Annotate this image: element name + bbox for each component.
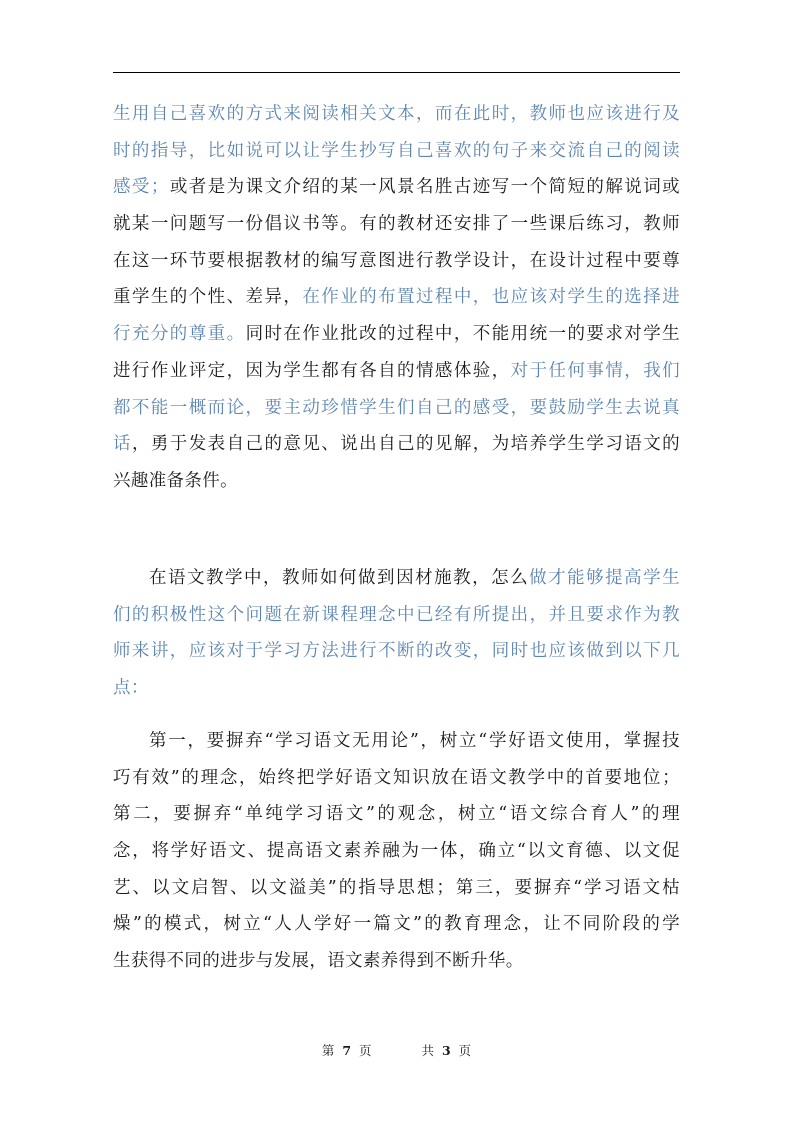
text-line xyxy=(113,943,680,980)
body-text: 或者是为课文介绍的某一风景名胜古迹写一个简短的解说词或 xyxy=(168,177,680,198)
highlighted-text: 生用自己喜欢的方式来阅读相关文本，而在此时，教师也应该进行及 xyxy=(113,104,680,124)
text-line xyxy=(113,206,680,243)
body-text: 燥”的模式，树立“人人学好一篇文”的教育理念，让不同阶段的学 xyxy=(113,914,680,935)
highlighted-text: 对于任何事情，我们 xyxy=(510,360,680,381)
body-text: 进行作业评定，因为学生都有各自的情感体验， xyxy=(113,360,511,381)
text-line xyxy=(113,560,680,597)
highlighted-text: 师来讲，应该对于学习方法进行不断的改变，同时也应该做到以下几 xyxy=(113,641,680,662)
highlighted-text: 们的积极性这个问题在新课程理念中已经有所提出，并且要求作为教 xyxy=(113,604,680,625)
text-line xyxy=(113,670,680,707)
highlighted-text: 都不能一概而论，要主动珍惜学生们自己的感受，要鼓励学生去说真 xyxy=(113,397,680,418)
body-text: 第二，要摒弃“单纯学习语文”的观念，树立“语文综合育人”的理 xyxy=(113,804,680,825)
highlighted-text: 做才能够提高学生 xyxy=(529,568,680,588)
text-line xyxy=(113,133,680,170)
body-text: 就某一问题写一份倡议书等。有的教材还安排了一些课后练习，教师 xyxy=(113,214,680,235)
footer-total-suffix: 页 xyxy=(458,1043,472,1058)
text-line xyxy=(113,96,680,133)
body-text: 艺、以文启智、以文溢美”的指导思想；第三，要摒弃“学习语文枯 xyxy=(113,877,680,898)
text-line xyxy=(113,169,680,206)
footer-page-prefix: 第 xyxy=(321,1043,335,1058)
highlighted-text: 行充分的尊重。 xyxy=(113,324,246,345)
highlighted-text: 在作业的布置过程中，也应该对学生的选择进 xyxy=(302,287,681,308)
highlighted-text: 时的指导，比如说可以让学生抄写自己喜欢的句子来交流自己的阅读 xyxy=(113,140,680,161)
body-text: 生获得不同的进步与发展，语文素养得到不断升华。 xyxy=(113,951,524,972)
text-line xyxy=(113,353,680,390)
body-text: ，勇于发表自己的意见、说出自己的见解，为培养学生学习语文的 xyxy=(131,434,680,455)
text-line xyxy=(113,390,680,427)
page-footer xyxy=(0,1041,793,1059)
highlighted-text: 点： xyxy=(113,678,149,699)
text-line xyxy=(113,906,680,943)
text-line xyxy=(113,833,680,870)
body-text: 念，将学好语文、提高语文素养融为一体，确立“以文育德、以文促 xyxy=(113,841,680,862)
paragraph-3 xyxy=(113,723,680,980)
body-text: 巧有效”的理念，始终把学好语文知识放在语文教学中的首要地位； xyxy=(113,767,680,788)
body-text: 第一，要摒弃“学习语文无用论”，树立“学好语文使用，掌握技 xyxy=(149,731,680,751)
highlighted-text: 感受； xyxy=(113,177,169,198)
header-rule xyxy=(113,72,680,73)
footer-total-prefix: 共 xyxy=(421,1043,434,1058)
text-line xyxy=(113,463,680,500)
footer-page-number: 7 xyxy=(342,1043,352,1058)
footer-page-suffix: 页 xyxy=(359,1043,372,1058)
body-text: 重学生的个性、差异， xyxy=(113,287,303,308)
text-line xyxy=(113,870,680,907)
body-text: 在语文教学中，教师如何做到因材施教，怎么 xyxy=(149,568,530,588)
text-line xyxy=(113,760,680,797)
body-text: 兴趣准备条件。 xyxy=(113,470,238,491)
text-line xyxy=(113,426,680,463)
text-line xyxy=(113,316,680,353)
footer-total-number: 3 xyxy=(441,1043,451,1058)
text-line xyxy=(113,723,680,760)
text-line xyxy=(113,243,680,280)
text-line xyxy=(113,279,680,316)
body-text: 在这一环节要根据教材的编写意图进行教学设计，在设计过程中要尊 xyxy=(113,250,680,271)
highlighted-text: 话 xyxy=(113,434,132,455)
text-line xyxy=(113,796,680,833)
text-line xyxy=(113,597,680,634)
body-text: 同时在作业批改的过程中，不能用统一的要求对学生 xyxy=(245,324,680,345)
paragraph-2 xyxy=(113,560,680,707)
paragraph-1 xyxy=(113,96,680,500)
text-line xyxy=(113,633,680,670)
